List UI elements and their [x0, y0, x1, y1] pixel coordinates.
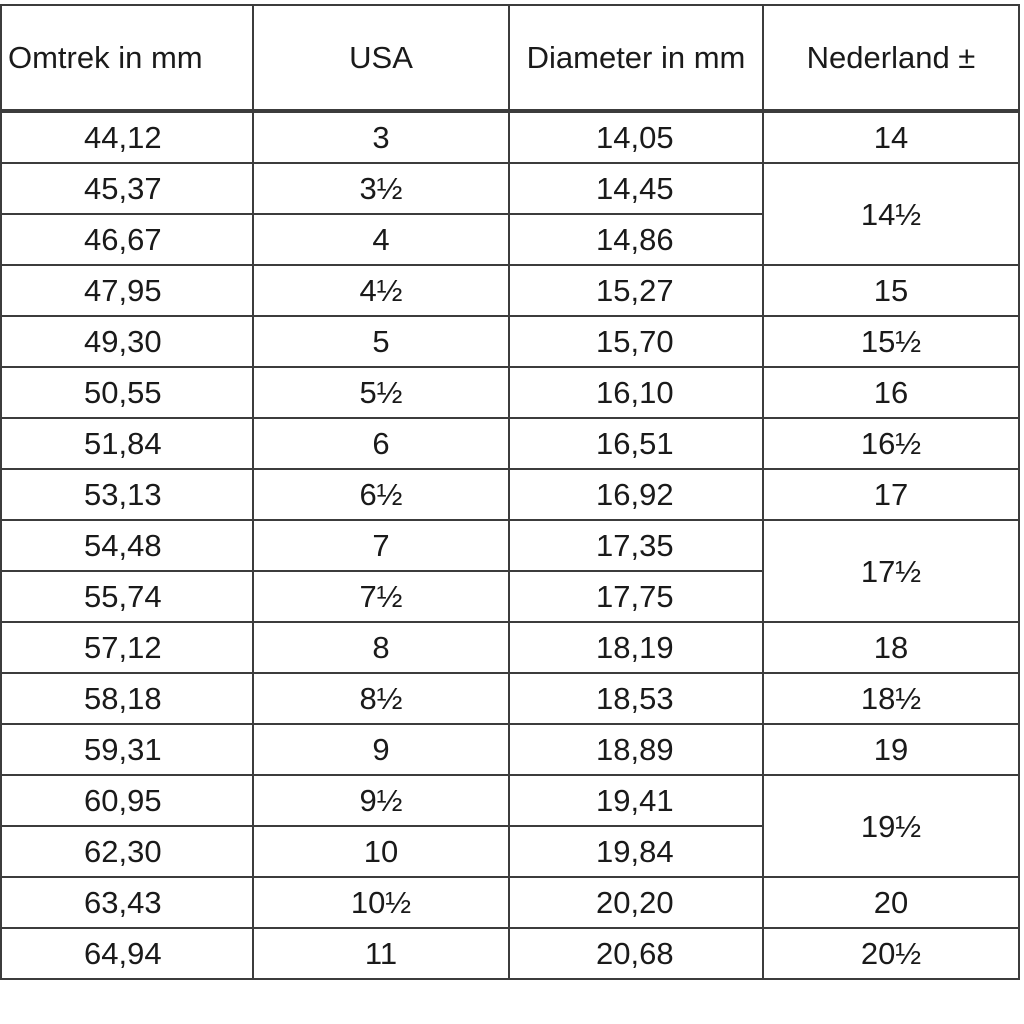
cell-nederland: 14	[763, 111, 1019, 163]
table-row	[1, 367, 1019, 418]
cell-diameter: 15,70	[509, 316, 763, 367]
cell-diameter: 14,45	[509, 163, 763, 214]
header-nederland: Nederland ±	[763, 5, 1019, 111]
ring-size-table-container	[0, 4, 1018, 1024]
cell-omtrek: 59,31	[1, 724, 253, 775]
cell-nederland: 14½	[763, 163, 1019, 265]
cell-usa: 9½	[253, 775, 509, 826]
cell-nederland: 19	[763, 724, 1019, 775]
table-row	[1, 316, 1019, 367]
cell-omtrek: 51,84	[1, 418, 253, 469]
table-row	[1, 163, 1019, 214]
table-row	[1, 418, 1019, 469]
cell-diameter: 20,20	[509, 877, 763, 928]
cell-usa: 11	[253, 928, 509, 979]
cell-omtrek: 44,12	[1, 111, 253, 163]
table-row	[1, 775, 1019, 826]
table-row	[1, 877, 1019, 928]
cell-diameter: 19,84	[509, 826, 763, 877]
table-header	[1, 5, 1019, 111]
cell-nederland: 16½	[763, 418, 1019, 469]
table-row	[1, 622, 1019, 673]
cell-omtrek: 60,95	[1, 775, 253, 826]
cell-usa: 5½	[253, 367, 509, 418]
cell-usa: 4½	[253, 265, 509, 316]
cell-omtrek: 54,48	[1, 520, 253, 571]
table-row	[1, 469, 1019, 520]
cell-nederland: 20	[763, 877, 1019, 928]
table-row	[1, 520, 1019, 571]
cell-omtrek: 62,30	[1, 826, 253, 877]
cell-usa: 8½	[253, 673, 509, 724]
cell-diameter: 16,92	[509, 469, 763, 520]
cell-nederland: 17	[763, 469, 1019, 520]
cell-diameter: 19,41	[509, 775, 763, 826]
cell-omtrek: 47,95	[1, 265, 253, 316]
cell-omtrek: 57,12	[1, 622, 253, 673]
cell-omtrek: 64,94	[1, 928, 253, 979]
cell-usa: 6	[253, 418, 509, 469]
cell-diameter: 16,10	[509, 367, 763, 418]
cell-usa: 5	[253, 316, 509, 367]
cell-diameter: 18,53	[509, 673, 763, 724]
header-omtrek: Omtrek in mm	[1, 5, 253, 111]
cell-diameter: 14,05	[509, 111, 763, 163]
cell-nederland: 18	[763, 622, 1019, 673]
header-diameter-label: Diameter in mm	[526, 39, 746, 75]
table-row	[1, 111, 1019, 163]
header-row	[1, 5, 1019, 111]
cell-usa: 10	[253, 826, 509, 877]
cell-diameter: 17,35	[509, 520, 763, 571]
cell-omtrek: 45,37	[1, 163, 253, 214]
cell-usa: 6½	[253, 469, 509, 520]
table-row	[1, 265, 1019, 316]
cell-nederland: 15½	[763, 316, 1019, 367]
cell-diameter: 16,51	[509, 418, 763, 469]
cell-usa: 7	[253, 520, 509, 571]
cell-usa: 3	[253, 111, 509, 163]
table-row	[1, 724, 1019, 775]
cell-nederland: 20½	[763, 928, 1019, 979]
cell-diameter: 20,68	[509, 928, 763, 979]
table-row	[1, 673, 1019, 724]
cell-diameter: 14,86	[509, 214, 763, 265]
cell-usa: 9	[253, 724, 509, 775]
cell-usa: 4	[253, 214, 509, 265]
cell-nederland: 19½	[763, 775, 1019, 877]
cell-usa: 3½	[253, 163, 509, 214]
ring-size-table	[0, 4, 1020, 980]
cell-usa: 8	[253, 622, 509, 673]
header-usa: USA	[253, 5, 509, 111]
cell-nederland: 15	[763, 265, 1019, 316]
cell-omtrek: 63,43	[1, 877, 253, 928]
cell-omtrek: 50,55	[1, 367, 253, 418]
cell-nederland: 16	[763, 367, 1019, 418]
cell-diameter: 15,27	[509, 265, 763, 316]
header-diameter	[509, 5, 763, 111]
table-body	[1, 111, 1019, 979]
cell-usa: 10½	[253, 877, 509, 928]
cell-nederland: 17½	[763, 520, 1019, 622]
table-row	[1, 928, 1019, 979]
cell-omtrek: 49,30	[1, 316, 253, 367]
cell-diameter: 18,89	[509, 724, 763, 775]
cell-omtrek: 55,74	[1, 571, 253, 622]
cell-omtrek: 58,18	[1, 673, 253, 724]
cell-diameter: 18,19	[509, 622, 763, 673]
cell-usa: 7½	[253, 571, 509, 622]
cell-omtrek: 53,13	[1, 469, 253, 520]
cell-nederland: 18½	[763, 673, 1019, 724]
cell-diameter: 17,75	[509, 571, 763, 622]
cell-omtrek: 46,67	[1, 214, 253, 265]
